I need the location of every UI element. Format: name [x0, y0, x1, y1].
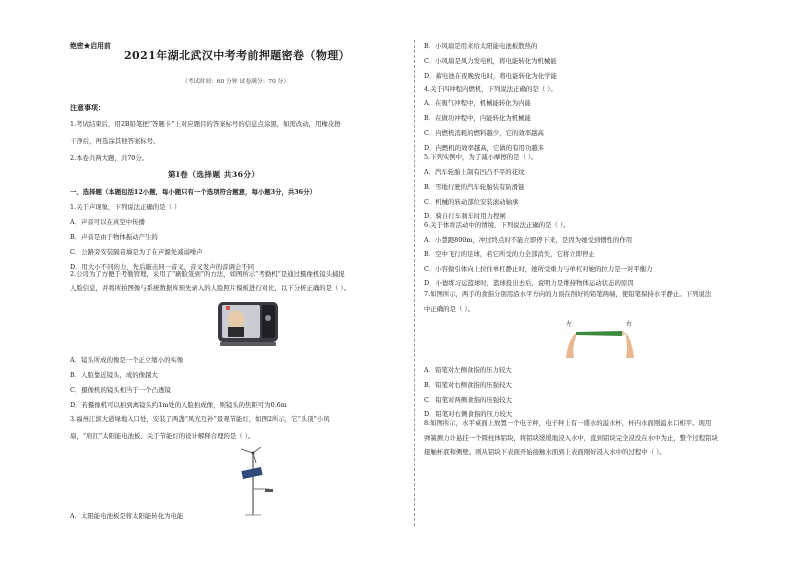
option: D．铅笔对右侧食指的压力较大: [424, 410, 513, 418]
option: B．声音是由于物体振动产生的: [70, 233, 158, 241]
confidential-label: 绝密★启用前: [70, 42, 111, 50]
attendance-machine-figure: [212, 296, 284, 348]
option: A．太阳能电池板是将太阳能转化为电能: [70, 512, 184, 520]
notice-line: 2.本卷共两大题，共70分。: [70, 154, 149, 162]
option: D．若摄像机可以拍到离镜头约1m处的人脸拍成像，则镜头的焦距可为0.6m: [70, 401, 287, 409]
option: C．小风扇是风力发电机，将电能转化为机械能: [424, 57, 557, 65]
question-stem: 4.关于四冲程内燃机，下列说法正确的是（ ）。: [424, 85, 557, 93]
question-stem: 1.关于声现象，下列说法正确的是（ ）: [70, 203, 181, 211]
question-stem: 中正确的是（ ）。: [424, 305, 474, 313]
option: D．内燃机的效率越高，它做的有用功越多: [424, 144, 545, 152]
option: B．空中飞行的足球，若它所受的力全部消失，它将立即停止: [424, 250, 595, 258]
option: B．在做功冲程中，内能转化为机械能: [424, 114, 531, 122]
left-column: [70, 0, 410, 540]
question-stem: 6.关于体育活动中的情境，下列说法正确的是（ ）。: [424, 221, 570, 229]
option: C．机械的转动部位安装滚动轴承: [424, 198, 519, 206]
notice-title: 注意事项：: [70, 103, 105, 112]
section-title: 第Ⅰ卷（选择题 共36分）: [168, 170, 260, 179]
option: A．声音可以在真空中传播: [70, 218, 145, 226]
option: C．铅笔对两侧食指的压强较大: [424, 396, 512, 404]
section-description: 一、选择题（本题包括12小题，每小题只有一个选项符合题意，每小题3分，共36分）: [70, 188, 316, 196]
option: B．人脸靠近镜头，成的像越大: [70, 371, 158, 379]
notice-line: 1.考试结束后，用2B铅笔把“答题卡”上对应题目的答案标号的信息点涂黑，如需改动，用橡皮擦: [70, 120, 341, 128]
question-stem: 2.公司为了方便于考勤管理，采用了“刷脸签到”的方法，如图所示“考勤机”是通过摄像机镜头捕捉: [70, 270, 345, 278]
question-stem: 3.福州江滨大道绿地入口处，安装了两盏“风光互补”景观节能灯，如图2所示，它“头顶”小风: [70, 415, 330, 423]
option: C．公路旁安装隔音墙是为了在声源处减弱噪声: [70, 248, 203, 256]
figure-label-right: 右: [626, 321, 633, 328]
column-divider: [414, 40, 415, 526]
notice-line: 干净后，再选涂其他答案标号。: [70, 137, 160, 145]
exam-title: 2021年湖北武汉中考考前押题密卷（物理）: [124, 49, 351, 62]
option: B．雪地行驶的汽车轮胎装有防滑链: [424, 183, 525, 191]
option: A．铅笔对左侧食指的压力较大: [424, 366, 512, 374]
option: A．小慧跑800m，冲过终点时不能立即停下来，是因为她受到惯性的作用: [424, 236, 633, 244]
question-stem: 7.如图所示，两手的食指分别用沿水平方向的力顶在削好的铅笔两端，使铅笔保持水平静止。下列说法: [424, 290, 712, 298]
option: D．蓄电池在夜晚放电时，将电能转化为化学能: [424, 72, 557, 80]
question-stem: 8.如图所示，水平桌面上放置一个电子秤，电子秤上有一盛水的溢水杯，杯内水面刚溢水口相平。现用: [424, 419, 712, 427]
question-stem: 人脸信息，并将所拍图像与系统数据库预先录入的人脸照片模板进行对比，以下分析正确的是（ ）。: [70, 284, 351, 292]
pencil-fingers-figure: [564, 318, 636, 362]
option: D．骑自行车刹车时用力捏闸: [424, 212, 506, 220]
option: A．在吸气冲程中，机械能转化为内能: [424, 99, 531, 107]
right-column: [424, 0, 776, 540]
option: C．内燃机消耗的燃料越少，它的效率越高: [424, 129, 544, 137]
question-stem: 扇，“肩扛”太阳能电池板。关于节能灯的设计解释合理的是（ ）。: [70, 432, 255, 440]
exam-subtitle: （考试时间：60 分钟 试卷满分：70 分）: [182, 79, 290, 85]
option: D．小德练习运篮球时，篮球投出去后，说明力是维持物体运动状态的原因: [424, 279, 634, 287]
option: C．摄像机的镜头相当于一个凸透镜: [70, 386, 171, 394]
figure-label-left: 左: [566, 321, 573, 328]
question-stem: 接触杯底和侧壁。则从铝块下表面开始接触水面到上表面刚好浸入水中的过程中（ ）。: [424, 448, 666, 456]
option: B．小风扇是用来给太阳能电池板散热的: [424, 42, 538, 50]
option: A．镜头所成的像是一个正立缩小的实像: [70, 356, 184, 364]
option: C．小容做引体向上拉住单杠静止时，她所受重力与单杠对她的拉力是一对平衡力: [424, 265, 653, 273]
question-stem: 弹簧测力计悬挂一个圆柱体铝块，将铝块缓缓地浸入水中，直到铝块完全浸没在水中为止，整个过程铝块: [424, 434, 718, 442]
option: A．汽车轮胎上制有凹凸不平的花纹: [424, 168, 525, 176]
option: B．铅笔对右侧食指的压强较大: [424, 381, 512, 389]
question-stem: 5.下列实例中，为了减小摩擦的是（ ）。: [424, 153, 538, 161]
street-lamp-figure: [231, 447, 277, 517]
option: D．用大小不同的力，先后敲击同一音叉，音叉发声的音调会不同: [70, 263, 255, 271]
